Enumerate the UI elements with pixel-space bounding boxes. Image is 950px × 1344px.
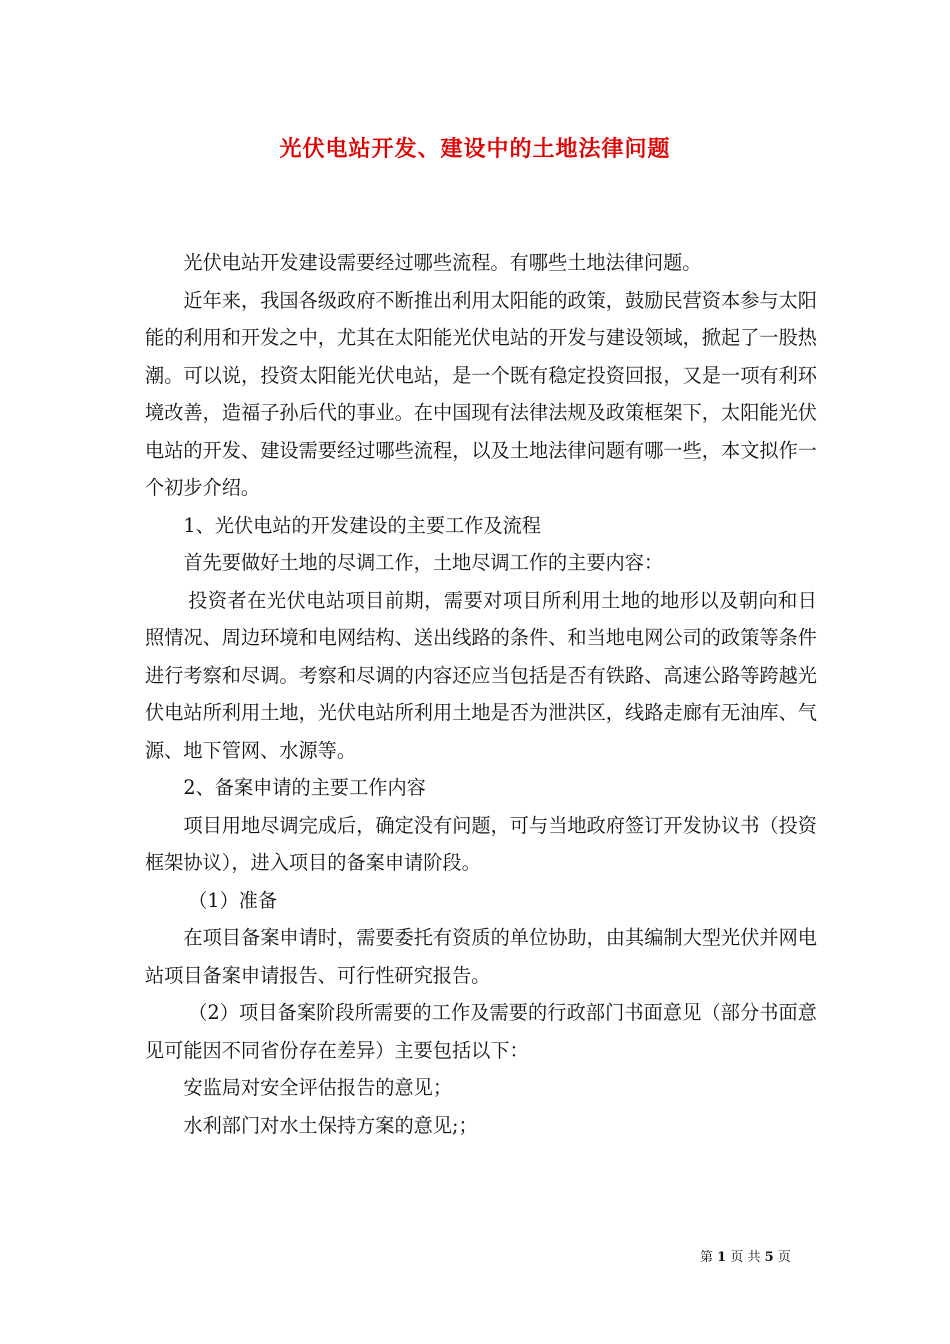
list-item: 水利部门对水土保持方案的意见;； (183, 1113, 478, 1137)
footer-prefix: 第 (700, 1250, 714, 1265)
page-footer (700, 1246, 791, 1265)
section-heading: 2、备案申请的主要工作内容 (183, 776, 426, 799)
paragraph: 项目用地尽调完成后，确定没有问题，可与当地政府签订开发协议书（投资框架协议），进入项目的备案申请阶段。 (145, 813, 817, 874)
paragraph: 光伏电站开发建设需要经过哪些流程。有哪些土地法律问题。 (183, 251, 702, 274)
document-body (145, 244, 817, 1144)
subsection-heading: （1）准备 (188, 888, 278, 912)
section-heading: 1、光伏电站的开发建设的主要工作及流程 (183, 513, 541, 537)
paragraph: 近年来，我国各级政府不断推出利用太阳能的政策，鼓励民营资本参与太阳能的利用和开发之中，尤其在太阳能光伏电站的开发与建设领域，掀起了一股热潮。可以说，投资太阳能光伏电站，是一个既有稳定投资回报，又是一项有利环境改善，造福子孙后代的事业。在中国现有法律法规及政策框架下，太阳能光伏电站的开发、建设需要经过哪些流程，以及土地法律问题有哪一些，本文拟作一个初步介绍。 (145, 288, 817, 499)
paragraph: 投资者在光伏电站项目前期，需要对项目所利用土地的地形以及朝向和日照情况、周边环境和电网结构、送出线路的条件、和当地电网公司的政策等条件进行考察和尽调。考察和尽调的内容还应当包括是否有铁路、高速公路等跨越光伏电站所利用土地，光伏电站所利用土地是否为泄洪区，线路走廊有无油库、气源、地下管网、水源等。 (145, 588, 817, 762)
paragraph: 在项目备案申请时，需要委托有资质的单位协助，由其编制大型光伏并网电站项目备案申请报告、可行性研究报告。 (145, 926, 817, 987)
document-title: 光伏电站开发、建设中的土地法律问题 (279, 136, 671, 162)
footer-middle: 页 共 (730, 1250, 761, 1265)
footer-suffix: 页 (777, 1250, 791, 1265)
paragraph: 首先要做好土地的尽调工作，土地尽调工作的主要内容： (183, 551, 664, 574)
list-item: 安监局对安全评估报告的意见； (183, 1076, 453, 1099)
page-total: 5 (764, 1250, 774, 1265)
paragraph: （2）项目备案阶段所需要的工作及需要的行政部门书面意见（部分书面意见可能因不同省份存在差异）主要包括以下： (145, 1001, 817, 1062)
page-number: 1 (717, 1250, 727, 1265)
